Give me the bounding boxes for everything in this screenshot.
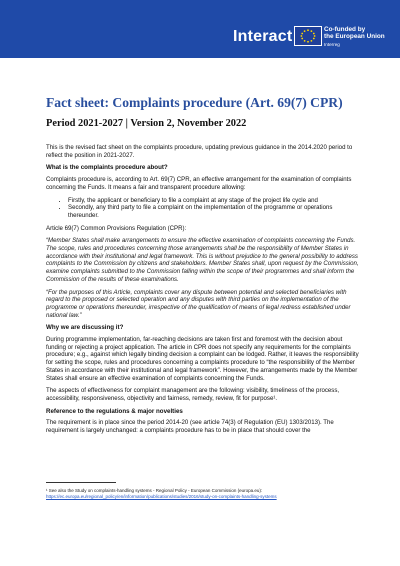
intro-paragraph: This is the revised fact sheet on the complaints procedure, updating previous guidance in the 2014.2020 period to reflect the position in 2021-2027. (46, 144, 353, 159)
section-heading-regulations: Reference to the regulations & major novelties (46, 407, 183, 415)
section2-paragraph-1: During programme implementation, far-reaching decisions are taken first and foremost with the decision about funding or rejecting a project application. The article in CPR does not specify any requirements for the complaints procedure; e.g., against which legally binding decision a complaint can be lodged. Rather, it leaves the responsibility for setting the scope, rules and procedures concerning a complaints procedure to “the responsibility of the Member States in accordance with their institutional and legal framework”. However, the arrangements made by the Member States shall ensure an effective examination of complaints concerning the Funds. (46, 336, 359, 382)
header-band (0, 0, 400, 58)
bullet-list (46, 197, 364, 220)
list-item: • Firstly, the applicant or beneficiary to file a complaint at any stage of the project life cycle and (68, 197, 364, 205)
document-title: Fact sheet: Complaints procedure (Art. 69(7) CPR) (46, 95, 343, 110)
section1-paragraph: Complaints procedure is, according to Art. 69(7) CPR, an effective arrangement for the examination of complaints concerning the Funds. It means a fair and transparent procedure allowing: (46, 176, 352, 191)
quote-paragraph-2: “For the purposes of this Article, complaints cover any dispute between potential and selected beneficiaries with regard to the proposed or selected operation and any disputes with third parties on the implementation of the programme or operations thereunder, irrespective of the qualification of means of legal redress established under national law.” (46, 288, 351, 319)
footnote-link[interactable]: https://ec.europa.eu/regional_policy/en/information/publications/studies/2016/study-on-complaints-handling-systems (46, 493, 277, 499)
cofunded-label (324, 26, 398, 48)
cofunded-line-1: Co-funded by (324, 26, 366, 33)
section-heading-complaints-procedure: What is the complaints procedure about? (46, 164, 168, 172)
footnote (46, 488, 366, 499)
quote-paragraph-1: “Member States shall make arrangements to ensure the effective examination of complaints concerning the Funds. The scope, rules and procedures concerning those arrangements shall be the responsibility of Member States in accordance with their institutional and legal framework. This is without prejudice to the general possibility to address complaints to the Commission by citizens and stakeholders. Member States shall, upon request by the Commission, examine complaints submitted to the Commission falling within the scope of their programmes and shall inform the Commission of the results of these examinations. (46, 237, 359, 283)
section-heading-why-discussing: Why we are discussing it? (46, 324, 124, 332)
document-body (46, 144, 364, 440)
cofunded-line-3: Interreg (324, 42, 340, 47)
document-subtitle: Period 2021-2027 | Version 2, November 2022 (46, 118, 247, 129)
footnote-divider (46, 482, 116, 483)
article-reference: Article 69(7) Common Provisions Regulation (CPR): (46, 224, 187, 232)
cofunded-line-2: the European Union (324, 33, 385, 40)
interact-logo: Interact (233, 28, 293, 45)
section2-paragraph-2: The aspects of effectiveness for complaint management are the following: visibility, timeliness of the process, accessibility, responsiveness, objectivity and fairness, remedy, review, fit for purpose¹. (46, 387, 340, 402)
footnote-text: ¹ See also the Study on complaints-handling systems - Regional Policy - European Commission (europa.eu): (46, 488, 263, 493)
eu-flag-icon (294, 26, 322, 46)
list-item: • Secondly, any third party to file a complaint on the implementation of the programme or operations thereunder. (68, 204, 364, 219)
section3-paragraph: The requirement is in place since the period 2014-20 (see article 74(3) of Regulation (EU) 1303/2013). The requirement is largely unchanged: a complaints procedure has to be in place that should cover the (46, 419, 334, 435)
